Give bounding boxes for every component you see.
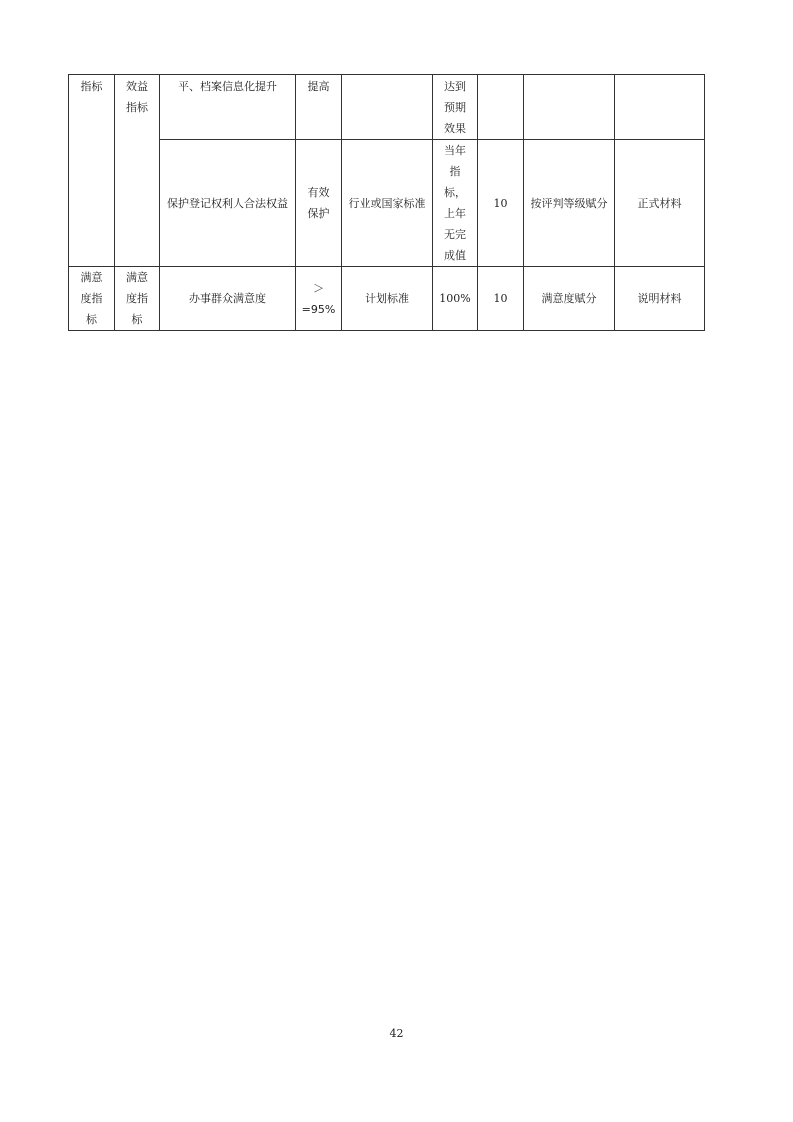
level1-label: 满意度指标	[80, 271, 103, 326]
indicator-label: 办事群众满意度	[189, 292, 266, 305]
value-label-line1: ＞	[313, 281, 324, 295]
level2-cell	[115, 75, 160, 267]
evidence-cell	[615, 75, 705, 140]
value-label: 提高	[307, 80, 330, 93]
evidence-label: 正式材料	[637, 196, 682, 210]
score-label: 10	[493, 292, 508, 305]
page-number: 42	[389, 1027, 404, 1040]
weight-note-cell	[433, 75, 478, 140]
score-cell	[478, 75, 524, 140]
basis-label: 计划标准	[365, 292, 409, 305]
score-label: 10	[493, 196, 508, 210]
score-cell	[478, 140, 524, 267]
table-row	[69, 267, 705, 331]
method-cell	[524, 140, 615, 267]
basis-cell	[342, 140, 433, 267]
method-label: 按评判等级赋分	[530, 196, 608, 210]
evidence-cell	[615, 140, 705, 267]
table-row	[69, 75, 705, 140]
weight-note-cell	[433, 140, 478, 267]
method-cell	[524, 267, 615, 331]
indicator-cell	[160, 140, 296, 267]
basis-cell	[342, 267, 433, 331]
weight-note-label: 达到预期效果	[444, 80, 466, 135]
level1-cell	[69, 75, 115, 267]
weight-note-label: 100%	[439, 292, 471, 305]
indicator-label: 平、档案信息化提升	[178, 80, 277, 93]
level2-label: 效益指标	[126, 80, 148, 114]
level1-cell	[69, 267, 115, 331]
weight-note-cell	[433, 267, 478, 331]
evidence-label: 说明材料	[637, 292, 682, 305]
method-cell	[524, 75, 615, 140]
method-label: 满意度赋分	[541, 292, 597, 305]
basis-label: 行业或国家标准	[348, 196, 426, 210]
level2-label: 满意度指标	[126, 271, 148, 326]
value-cell	[296, 75, 342, 140]
value-cell	[296, 267, 342, 331]
evidence-cell	[615, 267, 705, 331]
value-cell	[296, 140, 342, 267]
score-cell	[478, 267, 524, 331]
level2-cell	[115, 267, 160, 331]
indicator-cell	[160, 75, 296, 140]
indicator-cell	[160, 267, 296, 331]
basis-cell	[342, 75, 433, 140]
value-label-line2: =95%	[301, 302, 336, 316]
performance-indicator-table	[68, 74, 705, 331]
indicator-label: 保护登记权利人合法权益	[167, 196, 288, 210]
value-label: 有效保护	[307, 186, 330, 220]
table-row	[69, 140, 705, 267]
weight-note-label: 当年指标，上年无完成值	[444, 144, 466, 262]
level1-label: 指标	[80, 80, 103, 93]
